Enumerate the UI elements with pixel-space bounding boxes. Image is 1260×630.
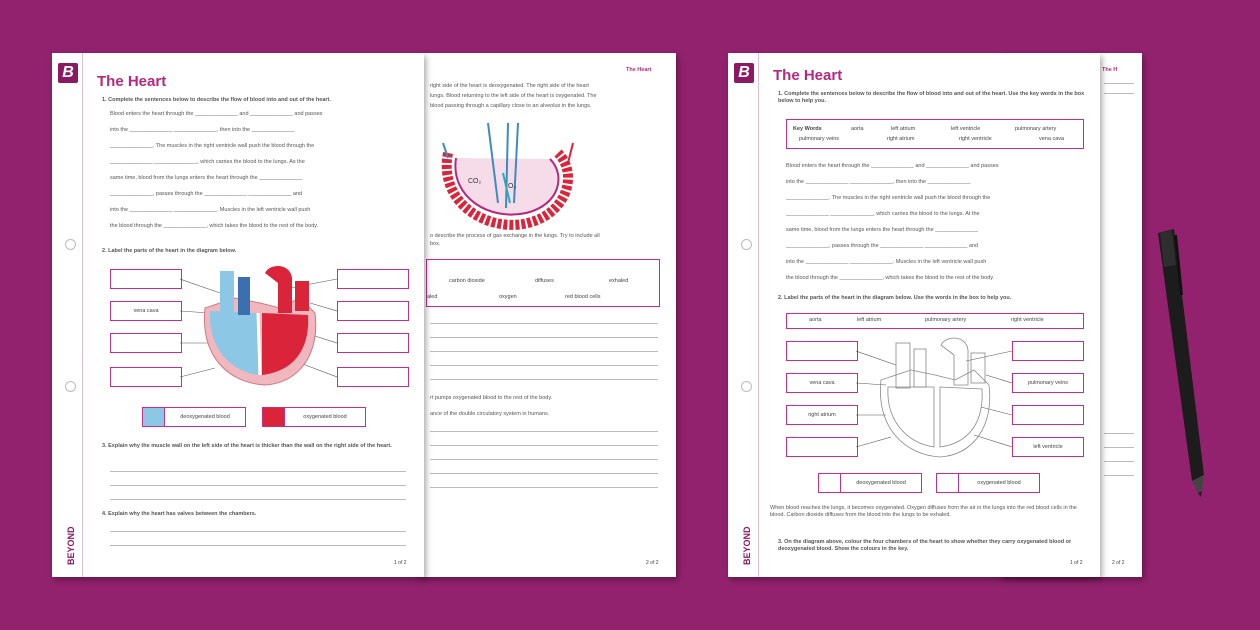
punch-hole: [741, 381, 752, 392]
label-box-left-ventricle[interactable]: left ventricle: [1012, 437, 1084, 457]
alveolus-diagram: [428, 113, 588, 233]
answer-line[interactable]: [430, 365, 658, 366]
gas-exchange-question: o describe the process of gas exchange in the lungs. Try to include all: [430, 233, 600, 239]
sentence-line: ______________, passes through the ______________ ______________ and: [110, 191, 303, 197]
key-words-label: Key Words: [793, 126, 822, 132]
lungs-paragraph: When blood reaches the lungs, it becomes oxygenated. Oxygen diffuses from the air in the lungs into the red blood cells in the blood. Carbon dioxide diffuses from the blood into the lungs to be exhaled.: [770, 505, 1077, 518]
heart-diagram-outline: [856, 337, 1012, 463]
sentence-line: Blood enters the heart through the ______________ and ______________ and passes: [786, 163, 999, 169]
answer-line: [1104, 433, 1134, 434]
key-word: pulmonary artery: [1015, 126, 1057, 132]
word: red blood cells: [565, 294, 601, 300]
question-1: 1. Complete the sentences below to describe the flow of blood into and out of the heart. Use the key words in the box below to help you.: [778, 91, 1085, 104]
legend-swatch-oxygenated: [262, 407, 286, 427]
answer-line[interactable]: [110, 485, 406, 486]
intro-line: right side of the heart is deoxygenated. The right side of the heart: [430, 83, 589, 89]
label-box[interactable]: [337, 301, 409, 321]
beyond-logo-icon: B: [58, 63, 78, 83]
label-box[interactable]: [110, 269, 182, 289]
page-number: 1 of 2: [1070, 560, 1083, 566]
label-box[interactable]: [337, 269, 409, 289]
legend-oxygenated: oxygenated blood: [958, 473, 1040, 493]
answer-line[interactable]: [430, 431, 658, 432]
o2-label: O₂: [508, 183, 517, 190]
key-word: right ventricle: [959, 136, 992, 142]
sentence-line: ______________ ______________, which carries the blood to the lungs. As the: [110, 159, 305, 165]
sentence-line: ______________ ______________, which carries the blood to the lungs. At the: [786, 211, 980, 217]
label-box[interactable]: [110, 333, 182, 353]
beyond-logo-icon: B: [734, 63, 754, 83]
answer-line[interactable]: [430, 323, 658, 324]
question-2: 2. Label the parts of the heart in the diagram below.: [102, 248, 237, 254]
page-header: The H: [1102, 67, 1118, 73]
page-title: The Heart: [773, 67, 843, 84]
question-3: 3. Explain why the muscle wall on the left side of the heart is thicker than the wall on the right side of the heart.: [102, 443, 392, 449]
label-box[interactable]: [1012, 405, 1084, 425]
gas-exchange-question-cont: box.: [430, 241, 441, 247]
worksheet-page-2-left: [418, 53, 676, 577]
punch-hole: [65, 381, 76, 392]
label-word: pulmonary artery: [925, 317, 967, 323]
label-box-right-atrium[interactable]: right atrium: [786, 405, 858, 425]
worksheet-page-1-right: [728, 53, 1100, 577]
sentence-line: same time, blood from the lungs enters the heart through the ______________: [786, 227, 979, 233]
intro-line: blood passing through a capillary close to an alveolus in the lungs.: [430, 103, 592, 109]
label-box-vena-cava[interactable]: vena cava: [786, 373, 858, 393]
answer-line[interactable]: [430, 351, 658, 352]
answer-line: [1104, 461, 1134, 462]
word: aled: [427, 294, 438, 300]
sentence-line: ______________. The muscles in the right ventricle wall push the blood through the: [786, 195, 991, 201]
co2-label: CO₂: [468, 178, 482, 185]
page-number: 2 of 2: [646, 560, 659, 566]
label-box-vena-cava[interactable]: vena cava: [110, 301, 182, 321]
answer-line[interactable]: [110, 499, 406, 500]
question-4: 4. Explain why the heart has valves between the chambers.: [102, 511, 257, 517]
pen-icon: [1150, 225, 1210, 500]
sentence-line: same time, blood from the lungs enters the heart through the ______________: [110, 175, 303, 181]
answer-line[interactable]: [430, 337, 658, 338]
label-word: aorta: [809, 317, 822, 323]
key-words-box: [786, 119, 1084, 149]
word-box: [426, 259, 660, 307]
sentence-line: into the ______________ ______________, then into the ______________: [786, 179, 971, 185]
word: exhaled: [609, 278, 629, 284]
key-word: aorta: [851, 126, 864, 132]
label-words-box: [786, 313, 1084, 329]
label-box-pulmonary-veins[interactable]: pulmonary veins: [1012, 373, 1084, 393]
word: diffuses: [535, 278, 554, 284]
legend-deoxygenated: deoxygenated blood: [840, 473, 922, 493]
heart-diagram-colored: [180, 263, 337, 393]
answer-line: [1104, 447, 1134, 448]
double-circulation-question: ance of the double circulatory system in humans.: [430, 411, 550, 417]
word: carbon dioxide: [449, 278, 485, 284]
page-number: 1 of 2: [394, 560, 407, 566]
text-line: [1104, 93, 1134, 94]
answer-line[interactable]: [110, 471, 406, 472]
text-line: [1104, 83, 1134, 84]
sentence-line: the blood through the ______________, which takes the blood to the rest of the body.: [786, 275, 995, 281]
page-title: The Heart: [97, 73, 167, 90]
label-word: left atrium: [857, 317, 882, 323]
brand-name: BEYOND: [742, 526, 752, 565]
label-box[interactable]: [786, 437, 858, 457]
key-word: pulmonary veins: [799, 136, 840, 142]
sentence-line: ______________. The muscles in the right ventricle wall push the blood through the: [110, 143, 315, 149]
legend-deoxygenated: deoxygenated blood: [164, 407, 246, 427]
intro-line: lungs. Blood returning to the left side of the heart is oxygenated. The: [430, 93, 597, 99]
punch-hole: [741, 239, 752, 250]
answer-line: [1104, 475, 1134, 476]
key-word: left ventricle: [951, 126, 981, 132]
worksheet-page-1-left: [52, 53, 424, 577]
punch-hole: [65, 239, 76, 250]
sentence-line: into the ______________ ______________. Muscles in the left ventricle wall push: [786, 259, 987, 265]
legend-oxygenated: oxygenated blood: [284, 407, 366, 427]
label-box[interactable]: [110, 367, 182, 387]
question-2: 2. Label the parts of the heart in the diagram below. Use the words in the box to help you.: [778, 295, 1012, 301]
legend-swatch-deoxygenated: [142, 407, 166, 427]
answer-line[interactable]: [110, 545, 406, 546]
answer-line[interactable]: [430, 379, 658, 380]
pump-question: rt pumps oxygenated blood to the rest of the body.: [430, 395, 553, 401]
key-word: left atrium: [891, 126, 916, 132]
label-box[interactable]: [337, 367, 409, 387]
sentence-line: the blood through the ______________, which takes the blood to the rest of the body.: [110, 223, 319, 229]
page-number: 2 of 2: [1112, 560, 1125, 566]
label-box[interactable]: [786, 341, 858, 361]
legend-swatch-deoxygenated[interactable]: [818, 473, 842, 493]
sentence-line: into the ______________ ______________, then into the ______________: [110, 127, 295, 133]
page-header: The Heart: [626, 67, 652, 73]
label-box[interactable]: [1012, 341, 1084, 361]
key-word: vena cava: [1039, 136, 1065, 142]
answer-line[interactable]: [430, 487, 658, 488]
sentence-line: ______________, passes through the ______________ ______________ and: [786, 243, 979, 249]
question-1: 1. Complete the sentences below to describe the flow of blood into and out of the heart.: [102, 97, 331, 103]
legend-swatch-oxygenated[interactable]: [936, 473, 960, 493]
answer-line[interactable]: [110, 531, 406, 532]
answer-line[interactable]: [430, 445, 658, 446]
label-box[interactable]: [337, 333, 409, 353]
answer-line[interactable]: [430, 459, 658, 460]
question-3: 3. On the diagram above, colour the four chambers of the heart to show whether they carry oxygenated blood or deoxygenated blood. Show the colours in the key.: [778, 539, 1072, 552]
sentence-line: Blood enters the heart through the ______________ and ______________ and passes: [110, 111, 323, 117]
brand-name: BEYOND: [66, 526, 76, 565]
word: oxygen: [499, 294, 517, 300]
binding-stripe: [728, 53, 759, 577]
key-word: right atrium: [887, 136, 915, 142]
sentence-line: into the ______________ ______________. Muscles in the left ventricle wall push: [110, 207, 311, 213]
label-word: right ventricle: [1011, 317, 1044, 323]
binding-stripe: [52, 53, 83, 577]
answer-line[interactable]: [430, 473, 658, 474]
